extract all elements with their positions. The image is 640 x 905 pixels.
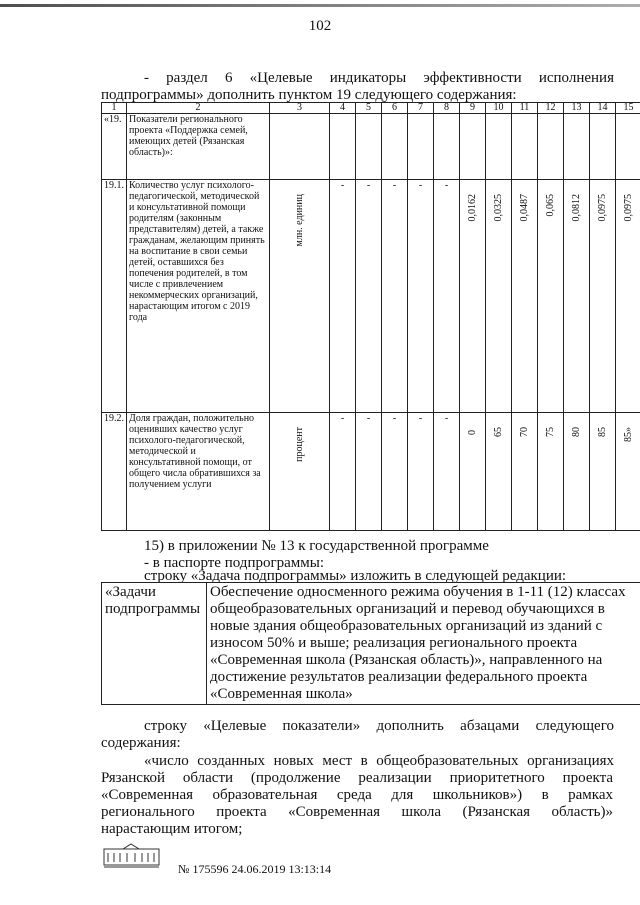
document-registration-number: № 175596 24.06.2019 13:13:14 — [178, 862, 332, 876]
row-number: «19. — [102, 114, 127, 180]
table-cell: - — [330, 180, 356, 413]
indicator-name: Показатели регионального проекта «Поддержка семей, имеющих детей (Рязанская область)»: — [127, 114, 270, 180]
paragraph-targets-line2: содержания: — [101, 735, 181, 751]
paragraph-appendix-13: 15) в приложении № 13 к государственной программе — [144, 538, 489, 554]
scan-edge-line — [0, 4, 640, 7]
value-cell: 0,0487 — [519, 194, 530, 222]
government-building-stamp — [103, 843, 160, 869]
paragraph-task-row: строку «Задача подпрограммы» изложить в следующей редакции: — [144, 568, 567, 584]
page-number: 102 — [308, 18, 332, 34]
tasks-text: Обеспечение односменного режима обучения в 1-11 (12) классах общеобразовательных организаций и перевод обучающихся в новые здания общеобразовательных организаций из зданий с износом 50% и выше; реализация регионального проекта «Современная школа (Рязанская область)», направленного на достижение результатов реализации федерального проекта «Современная школа» — [207, 583, 640, 705]
value-cell: 0,0162 — [467, 194, 478, 222]
value-cell: 0,065 — [545, 194, 556, 217]
paragraph-section6-line2: подпрограммы» дополнить пунктом 19 следующего содержания: — [101, 87, 517, 103]
paragraph-new-places-line3: «Современная образовательная среда для школьников») в рамках — [101, 787, 613, 803]
header-cell: 5 — [356, 103, 382, 114]
row-number: 19.2. — [102, 413, 127, 531]
unit-label: млн. единиц — [294, 194, 305, 247]
table-cell: - — [356, 180, 382, 413]
table-header-row — [102, 103, 640, 114]
header-cell: 3 — [270, 103, 330, 114]
table-cell: - — [408, 413, 434, 531]
header-cell: 12 — [538, 103, 564, 114]
value-cell: 70 — [519, 427, 530, 437]
value-cell: 80 — [571, 427, 582, 437]
unit-label: процент — [294, 427, 305, 462]
value-cell: 0,0975 — [623, 194, 634, 222]
header-cell: 7 — [408, 103, 434, 114]
paragraph-new-places-line1: «число созданных новых мест в общеобразовательных организациях — [144, 753, 614, 769]
table-row — [102, 114, 640, 180]
header-cell: 2 — [127, 103, 270, 114]
paragraph-new-places-line4: регионального проекта «Современная школа (Рязанская область)» — [101, 804, 613, 820]
paragraph-new-places-line2: Рязанской области (продолжение реализации приоритетного проекта — [101, 770, 613, 786]
header-cell: 8 — [434, 103, 460, 114]
table-cell: - — [382, 413, 408, 531]
value-cell: 65 — [493, 427, 504, 437]
value-cell: 0 — [467, 430, 478, 435]
header-cell: 13 — [564, 103, 590, 114]
header-cell: 10 — [486, 103, 512, 114]
value-cell: 85 — [597, 427, 608, 437]
header-cell: 15 — [616, 103, 640, 114]
header-cell: 9 — [460, 103, 486, 114]
header-cell: 11 — [512, 103, 538, 114]
paragraph-new-places-line5: нарастающим итогом; — [101, 821, 243, 837]
indicators-table — [101, 102, 640, 531]
table-cell: - — [434, 180, 460, 413]
table-cell: - — [382, 180, 408, 413]
table-cell: - — [434, 413, 460, 531]
indicator-name: Количество услуг психолого-педагогической, методической и консультативной помощи родителям (законным представителям) детей, а также гражданам, желающим принять на воспитание в свои семьи детей, оставшихся без попечения родителей, в том числе с привлечением некоммерческих организаций, нарастающим итогом с 2019 года — [127, 180, 270, 413]
value-cell: 75 — [545, 427, 556, 437]
header-cell: 14 — [590, 103, 616, 114]
table-row — [102, 583, 640, 705]
header-cell: 6 — [382, 103, 408, 114]
table-cell: - — [330, 413, 356, 531]
value-cell: 0,0325 — [493, 194, 504, 222]
paragraph-section6-line1: - раздел 6 «Целевые индикаторы эффективности исполнения — [144, 70, 614, 86]
paragraph-passport: - в паспорте подпрограммы: — [144, 555, 325, 571]
table-cell: - — [408, 180, 434, 413]
table-cell: - — [356, 413, 382, 531]
paragraph-targets-line1: строку «Целевые показатели» дополнить абзацами следующего — [144, 718, 614, 734]
header-cell: 1 — [102, 103, 127, 114]
tasks-table — [101, 582, 640, 705]
value-cell: 0,0812 — [571, 194, 582, 222]
table-row — [102, 180, 640, 413]
row-number: 19.1. — [102, 180, 127, 413]
tasks-label: «Задачи подпрограммы — [102, 583, 207, 705]
value-cell: 85» — [623, 427, 634, 442]
table-row — [102, 413, 640, 531]
value-cell: 0,0975 — [597, 194, 608, 222]
header-cell: 4 — [330, 103, 356, 114]
indicator-name: Доля граждан, положительно оценивших качество услуг психолого-педагогической, методической и консультативной помощи, от общего числа обратившихся за получением услуги — [127, 413, 270, 531]
